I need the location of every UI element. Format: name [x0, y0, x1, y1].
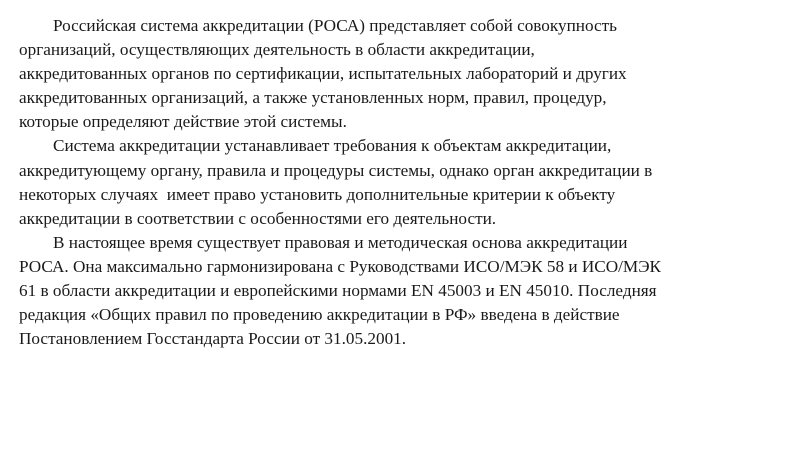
text-line: аккредитованных организаций, а также установленных норм, правил, процедур, — [19, 88, 607, 108]
text-line: В настоящее время существует правовая и методическая основа аккредитации — [53, 232, 628, 252]
text-line: РОСА. Она максимально гармонизирована с Руководствами ИСО/МЭК 58 и ИСО/МЭК — [19, 256, 662, 276]
text-line: аккредитованных органов по сертификации, испытательных лабораторий и других — [19, 64, 627, 84]
text-line: некоторых случаях имеет право установить дополнительные критерии к объекту — [19, 184, 616, 204]
text-line: аккредитующему органу, правила и процедуры системы, однако орган аккредитации в — [19, 160, 653, 180]
text-line: аккредитации в соответствии с особенностями его деятельности. — [19, 208, 497, 228]
text-line: организаций, осуществляющих деятельность в области аккредитации, — [19, 40, 535, 60]
text-line: 61 в области аккредитации и европейскими нормами EN 45003 и EN 45010. Последняя — [19, 281, 657, 301]
text-line: Постановлением Госстандарта России от 31.05.2001. — [19, 329, 407, 349]
text-line: Российская система аккредитации (РОСА) представляет собой совокупность — [53, 16, 617, 35]
body-text — [19, 14, 789, 351]
text-line: редакция «Общих правил по проведению аккредитации в РФ» введена в действие — [19, 305, 620, 325]
text-line: которые определяют действие этой системы. — [19, 112, 347, 132]
text-line: Система аккредитации устанавливает требования к объектам аккредитации, — [53, 136, 612, 156]
